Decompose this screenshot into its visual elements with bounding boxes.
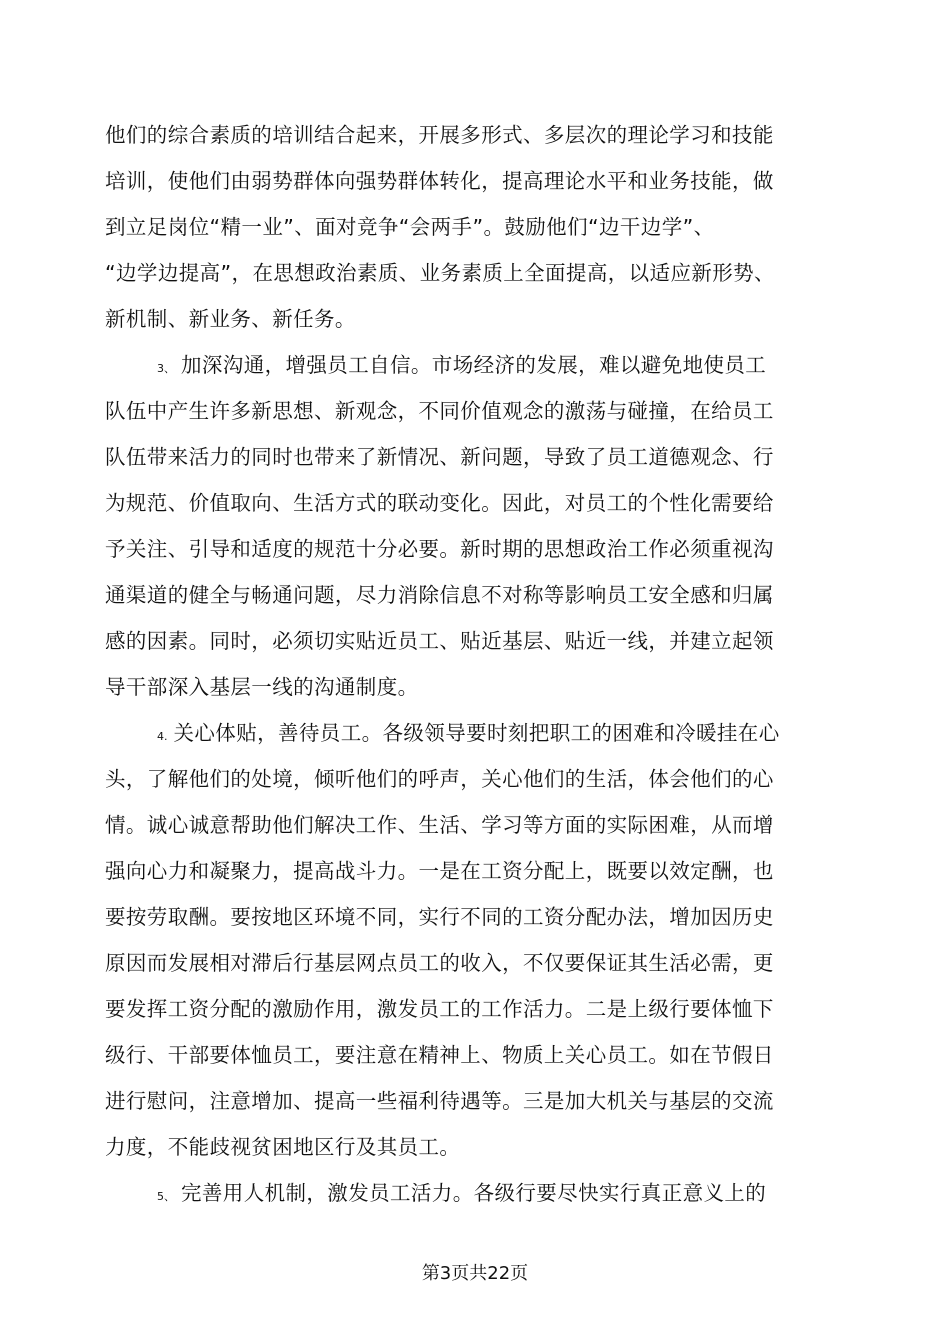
text-line: 进行慰问，注意增加、提高一些福利待遇等。三是加大机关与基层的交流 xyxy=(105,1089,774,1113)
text-line: 他们的综合素质的培训结合起来，开展多形式、多层次的理论学习和技能 xyxy=(105,123,774,147)
text-line xyxy=(105,342,840,388)
text-line: 感的因素。同时，必须切实贴近员工、贴近基层、贴近一线，并建立起领 xyxy=(105,629,774,653)
text-line xyxy=(105,710,840,756)
text-line-content: 加深沟通，增强员工自信。市场经济的发展，难以避免地使员工 xyxy=(181,353,767,377)
text-line: “边学边提高”，在思想政治素质、业务素质上全面提高，以适应新形势、 xyxy=(105,261,775,285)
page-number-footer: 第3页共22页 xyxy=(421,1263,529,1284)
paragraph-number: 5、 xyxy=(157,1190,175,1203)
text-line: 为规范、价值取向、生活方式的联动变化。因此，对员工的个性化需要给 xyxy=(105,491,774,515)
paragraph-5 xyxy=(105,1170,840,1216)
paragraph-continued xyxy=(105,112,840,342)
text-line: 力度，不能歧视贫困地区行及其员工。 xyxy=(105,1135,461,1159)
text-line: 通渠道的健全与畅通问题，尽力消除信息不对称等影响员工安全感和归属 xyxy=(105,583,774,607)
text-line: 队伍带来活力的同时也带来了新情况、新问题，导致了员工道德观念、行 xyxy=(105,445,774,469)
body-text xyxy=(105,112,840,1216)
text-line-content: 关心体贴，善待员工。各级领导要时刻把职工的困难和冷暖挂在心 xyxy=(173,721,780,745)
text-line xyxy=(105,1170,840,1216)
text-line: 予关注、引导和适度的规范十分必要。新时期的思想政治工作必须重视沟 xyxy=(105,537,774,561)
paragraph-4 xyxy=(105,710,840,1170)
text-line: 新机制、新业务、新任务。 xyxy=(105,307,356,331)
text-line-content: 完善用人机制，激发员工活力。各级行要尽快实行真正意义上的 xyxy=(181,1181,767,1205)
paragraph-3 xyxy=(105,342,840,710)
paragraph-number: 3、 xyxy=(157,362,175,375)
text-line: 队伍中产生许多新思想、新观念，不同价值观念的激荡与碰撞，在给员工 xyxy=(105,399,774,423)
text-line: 要发挥工资分配的激励作用，激发员工的工作活力。二是上级行要体恤下 xyxy=(105,997,774,1021)
text-line: 头，了解他们的处境，倾听他们的呼声，关心他们的生活，体会他们的心 xyxy=(105,767,774,791)
text-line: 到立足岗位“精一业”、面对竞争“会两手”。鼓励他们“边干边学”、 xyxy=(105,215,715,239)
paragraph-number: 4. xyxy=(157,730,168,743)
text-line: 导干部深入基层一线的沟通制度。 xyxy=(105,675,419,699)
text-line: 要按劳取酬。要按地区环境不同，实行不同的工资分配办法，增加因历史 xyxy=(105,905,774,929)
text-line: 原因而发展相对滞后行基层网点员工的收入，不仅要保证其生活必需，更 xyxy=(105,951,774,975)
text-line: 培训，使他们由弱势群体向强势群体转化，提高理论水平和业务技能，做 xyxy=(105,169,774,193)
text-line: 强向心力和凝聚力，提高战斗力。一是在工资分配上，既要以效定酬，也 xyxy=(105,859,774,883)
text-line: 情。诚心诚意帮助他们解决工作、生活、学习等方面的实际困难，从而增 xyxy=(105,813,774,837)
text-line: 级行、干部要体恤员工，要注意在精神上、物质上关心员工。如在节假日 xyxy=(105,1043,774,1067)
